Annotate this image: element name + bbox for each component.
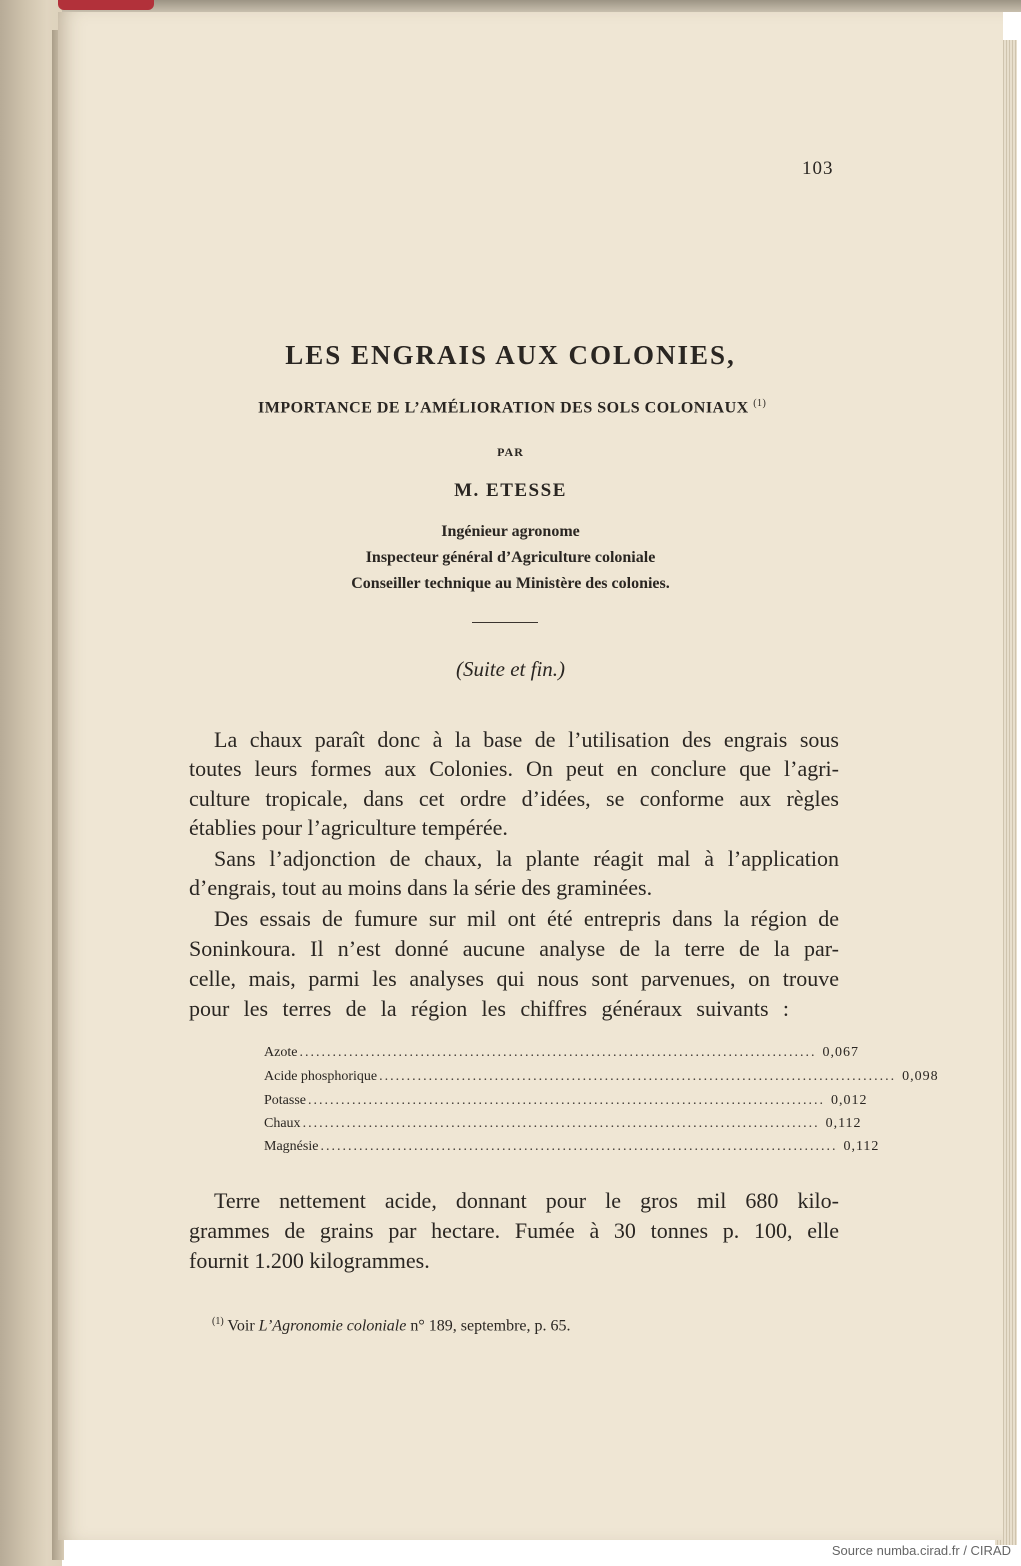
continuation-note: (Suite et fin.) — [455, 657, 566, 681]
footnote-journal: L’Agronomie coloniale — [258, 1317, 407, 1335]
leader-dots: .............................................................................................. — [379, 1069, 897, 1084]
body-line: établies pour l’agriculture tempérée. — [189, 815, 508, 840]
body-line: pour les terres de la région les chiffres généraux suivants : — [189, 996, 789, 1021]
analysis-value: 0,112 — [843, 1139, 880, 1154]
body-line: Soninkoura. Il n’est donné aucune analyse de la terre de la par- — [189, 936, 839, 961]
footnote — [212, 1316, 571, 1335]
body-line: La chaux paraît donc à la base de l’utilisation des engrais sous — [214, 727, 839, 752]
body-line: Des essais de fumure sur mil ont été entrepris dans la région de — [214, 906, 839, 931]
analysis-label: Chaux — [264, 1116, 301, 1131]
article-title: LES ENGRAIS AUX COLONIES, — [285, 340, 736, 370]
section-divider — [472, 622, 538, 623]
leader-dots: .............................................................................................. — [320, 1139, 838, 1154]
analysis-label: Potasse — [264, 1093, 306, 1108]
author-name: M. ETESSE — [454, 480, 567, 501]
body-line: Terre nettement acide, donnant pour le gros mil 680 kilo- — [214, 1188, 839, 1213]
analysis-row — [264, 1093, 868, 1109]
subtitle-text: IMPORTANCE DE L’AMÉLIORATION DES SOLS COLONIAUX — [258, 399, 749, 417]
body-line: d’engrais, tout au moins dans la série des graminées. — [189, 875, 653, 900]
analysis-label: Azote — [264, 1045, 298, 1060]
body-line: celle, mais, parmi les analyses qui nous sont parvenues, on trouve — [189, 966, 839, 991]
analysis-row — [264, 1069, 939, 1085]
source-credit: Source numba.cirad.fr / CIRAD — [831, 1543, 1011, 1558]
body-line: Sans l’adjonction de chaux, la plante réagit mal à l’application — [214, 846, 839, 871]
body-line: culture tropicale, dans cet ordre d’idées, se conforme aux règles — [189, 786, 839, 811]
footnote-text: Voir — [227, 1317, 259, 1335]
analysis-label: Acide phosphorique — [264, 1069, 378, 1084]
leader-dots: .............................................................................................. — [302, 1116, 820, 1131]
analysis-value: 0,112 — [825, 1116, 862, 1131]
article-subtitle — [258, 398, 766, 417]
analysis-label: Magnésie — [264, 1139, 319, 1154]
author-credential: Inspecteur général d’Agriculture coloniale — [365, 549, 656, 566]
footnote-marker: (1) — [212, 1316, 224, 1327]
author-credential: Conseiller technique au Ministère des colonies. — [351, 575, 670, 592]
analysis-row — [264, 1045, 859, 1061]
body-line: toutes leurs formes aux Colonies. On peut en conclure que l’agri- — [189, 756, 839, 781]
leader-dots: .............................................................................................. — [308, 1093, 825, 1108]
page-number: 103 — [802, 158, 834, 179]
subtitle-footnote-marker: (1) — [753, 398, 767, 409]
author-credential: Ingénieur agronome — [441, 523, 580, 540]
footnote-text: n° 189, septembre, p. 65. — [406, 1317, 571, 1335]
analysis-row — [264, 1116, 862, 1132]
analysis-value: 0,012 — [831, 1093, 868, 1108]
body-line: fournit 1.200 kilogrammes. — [189, 1248, 430, 1273]
body-line: grammes de grains par hectare. Fumée à 30 tonnes p. 100, elle — [189, 1218, 839, 1243]
analysis-value: 0,067 — [822, 1045, 859, 1060]
bookmark-ribbon — [58, 0, 154, 10]
analysis-value: 0,098 — [902, 1069, 939, 1084]
analysis-row — [264, 1139, 880, 1155]
leader-dots: .............................................................................................. — [299, 1045, 817, 1060]
byline-par: PAR — [497, 445, 524, 459]
